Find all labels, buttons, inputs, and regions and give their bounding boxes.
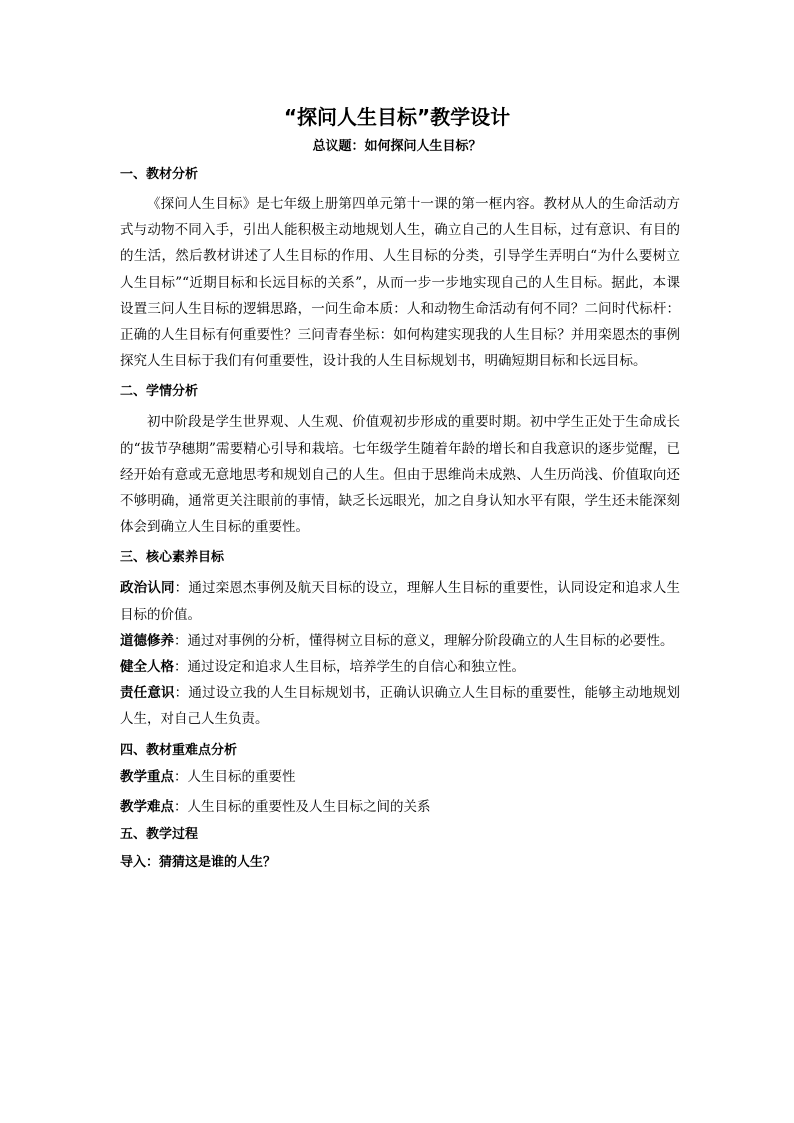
textbook-analysis-paragraph: 《探问人生目标》是七年级上册第四单元第十一课的第一框内容。教材从人的生命活动方式与动物不同入手，引出人能积极主动地规划人生，确立自己的人生目标，过有意识、有目的的生活，然后教材讲述了人生目标的作用、人生目标的分类，引导学生弄明白“为什么要树立人生目标”“近期目标和长远目标的关系”，从而一步一步地实现自己的人生目标。据此，本课设置三问人生目标的逻辑思路，一问生命本质：人和动物生命活动有何不同？二问时代标杆：正确的人生目标有何重要性？三问青春坐标：如何构建实现我的人生目标？并用栾恩杰的事例探究人生目标于我们有何重要性，设计我的人生目标规划书，明确短期目标和长远目标。 (120, 196, 680, 370)
section-heading-student-analysis: 二、学情分析 (120, 384, 199, 400)
section-heading-core-goals: 三、核心素养目标 (120, 550, 225, 566)
key-point-text: ：人生目标的重要性 (174, 768, 296, 785)
goal-text: ：通过栾恩杰事例及航天目标的设立，理解人生目标的重要性，认同设定和追求人生目标的价值。 (120, 580, 681, 623)
key-point-row (120, 762, 680, 792)
goal-label: 责任意识 (120, 685, 175, 702)
goal-item-moral-cultivation (120, 628, 680, 654)
goal-label: 政治认同 (120, 580, 175, 597)
goal-text: ：通过设定和追求人生目标，培养学生的自信心和独立性。 (174, 659, 525, 676)
difficult-point-text: ：人生目标的重要性及人生目标之间的关系 (174, 798, 431, 815)
goal-item-sound-personality (120, 654, 680, 680)
difficult-point-label: 教学难点 (120, 798, 174, 815)
goal-item-responsibility (120, 680, 680, 732)
goal-label: 健全人格 (120, 659, 174, 676)
document-body (120, 163, 680, 874)
goal-text: ：通过对事例的分析，懂得树立目标的意义，理解分阶段确立的人生目标的必要性。 (174, 632, 674, 649)
section-heading-key-difficult-points: 四、教材重难点分析 (120, 742, 238, 758)
page-title: “探问人生目标”教学设计 (283, 105, 511, 129)
goal-item-political-identity (120, 575, 680, 627)
goal-label: 道德修养 (120, 632, 174, 649)
section-heading-textbook-analysis: 一、教材分析 (120, 167, 199, 182)
page-subtitle: 总议题：如何探问人生目标？ (312, 139, 482, 154)
key-point-label: 教学重点 (120, 768, 174, 785)
goal-text: ：通过设立我的人生目标规划书，正确认识确立人生目标的重要性，能够主动地规划人生，对自己人生负责。 (120, 685, 681, 728)
lesson-intro: 导入：猜猜这是谁的人生？ (120, 854, 277, 870)
student-analysis-paragraph: 初中阶段是学生世界观、人生观、价值观初步形成的重要时期。初中学生正处于生命成长的“拔节孕穗期”需要精心引导和栽培。七年级学生随着年龄的增长和自我意识的逐步觉醒，已经开始有意或无意地思考和规划自己的人生。但由于思维尚未成熟、人生历尚浅、价值取向还不够明确，通常更关注眼前的事情，缺乏长远眼光，加之自身认知水平有限，学生还未能深刻体会到确立人生目标的重要性。 (120, 414, 680, 536)
core-goals-list (120, 575, 680, 732)
difficult-point-row (120, 792, 680, 822)
section-heading-teaching-process: 五、教学过程 (120, 826, 199, 842)
